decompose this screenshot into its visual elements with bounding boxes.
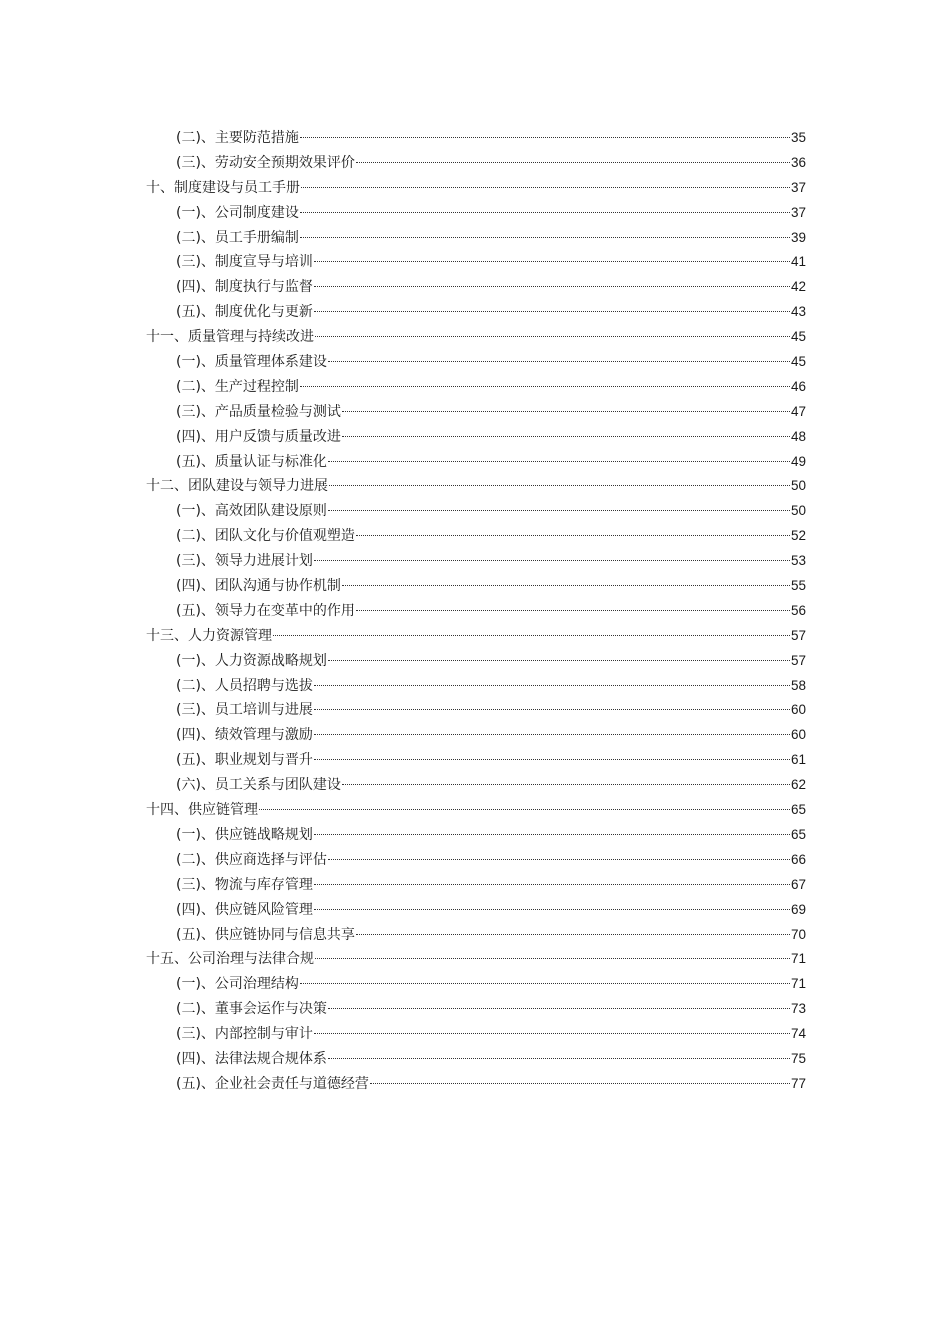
toc-page-number: 42	[790, 279, 806, 295]
dot-leader	[300, 212, 790, 213]
dot-leader	[370, 1083, 790, 1084]
dot-leader	[314, 909, 790, 910]
toc-section-entry[interactable]	[146, 723, 806, 748]
dot-leader	[259, 809, 790, 810]
toc-entry-title: (一)、公司治理结构	[176, 976, 299, 993]
toc-chapter-entry[interactable]	[146, 474, 806, 499]
toc-entry-title: 十四、供应链管理	[146, 802, 258, 819]
dot-leader	[314, 560, 790, 561]
toc-page-number: 60	[790, 702, 806, 718]
toc-section-entry[interactable]	[146, 698, 806, 723]
dot-leader	[356, 535, 790, 536]
toc-entry-title: (五)、供应链协同与信息共享	[176, 926, 355, 943]
toc-section-entry[interactable]	[146, 275, 806, 300]
toc-entry-title: 十二、团队建设与领导力进展	[146, 478, 328, 495]
toc-entry-title: (二)、团队文化与价值观塑造	[176, 528, 355, 545]
toc-entry-title: (三)、产品质量检验与测试	[176, 403, 341, 420]
toc-section-entry[interactable]	[146, 375, 806, 400]
toc-section-entry[interactable]	[146, 524, 806, 549]
toc-page-number: 74	[790, 1026, 806, 1042]
toc-page-number: 41	[790, 254, 806, 270]
dot-leader	[300, 137, 790, 138]
toc-section-entry[interactable]	[146, 823, 806, 848]
toc-entry-title: (二)、人员招聘与选拔	[176, 677, 313, 694]
toc-section-entry[interactable]	[146, 997, 806, 1022]
toc-section-entry[interactable]	[146, 425, 806, 450]
toc-entry-title: (四)、制度执行与监督	[176, 279, 313, 296]
toc-section-entry[interactable]	[146, 1047, 806, 1072]
toc-page-number: 50	[790, 478, 806, 494]
toc-entry-title: (一)、人力资源战略规划	[176, 652, 327, 669]
dot-leader	[328, 1008, 790, 1009]
toc-section-entry[interactable]	[146, 450, 806, 475]
table-of-contents	[146, 126, 806, 1097]
dot-leader	[314, 834, 790, 835]
toc-entry-title: (二)、供应商选择与评估	[176, 851, 327, 868]
toc-page-number: 66	[790, 851, 806, 867]
toc-page-number: 45	[790, 354, 806, 370]
dot-leader	[328, 461, 790, 462]
toc-page-number: 70	[790, 926, 806, 942]
toc-page-number: 53	[790, 553, 806, 569]
toc-entry-title: (一)、供应链战略规划	[176, 826, 313, 843]
dot-leader	[315, 958, 790, 959]
toc-page-number: 73	[790, 1001, 806, 1017]
toc-page-number: 75	[790, 1050, 806, 1066]
toc-page-number: 62	[790, 777, 806, 793]
toc-entry-title: (五)、领导力在变革中的作用	[176, 602, 355, 619]
dot-leader	[314, 734, 790, 735]
toc-entry-title: (五)、职业规划与晋升	[176, 752, 313, 769]
toc-chapter-entry[interactable]	[146, 624, 806, 649]
toc-page-number: 52	[790, 528, 806, 544]
dot-leader	[314, 286, 790, 287]
toc-entry-title: (六)、员工关系与团队建设	[176, 777, 341, 794]
toc-entry-title: (五)、质量认证与标准化	[176, 453, 327, 470]
toc-section-entry[interactable]	[146, 151, 806, 176]
dot-leader	[300, 983, 790, 984]
toc-page-number: 65	[790, 802, 806, 818]
toc-page-number: 60	[790, 727, 806, 743]
toc-page-number: 47	[790, 403, 806, 419]
dot-leader	[329, 485, 790, 486]
dot-leader	[315, 336, 790, 337]
toc-page-number: 69	[790, 901, 806, 917]
toc-entry-title: (二)、生产过程控制	[176, 378, 299, 395]
toc-entry-title: 十三、人力资源管理	[146, 627, 272, 644]
dot-leader	[314, 685, 790, 686]
toc-section-entry[interactable]	[146, 923, 806, 948]
dot-leader	[328, 859, 790, 860]
dot-leader	[356, 934, 790, 935]
dot-leader	[314, 311, 790, 312]
dot-leader	[342, 436, 790, 437]
toc-page-number: 58	[790, 677, 806, 693]
toc-entry-title: (三)、物流与库存管理	[176, 876, 313, 893]
toc-section-entry[interactable]	[146, 748, 806, 773]
toc-chapter-entry[interactable]	[146, 798, 806, 823]
dot-leader	[273, 635, 790, 636]
dot-leader	[300, 386, 790, 387]
toc-page-number: 37	[790, 179, 806, 195]
toc-page-number: 55	[790, 578, 806, 594]
toc-section-entry[interactable]	[146, 599, 806, 624]
toc-entry-title: (四)、法律法规合规体系	[176, 1050, 327, 1067]
toc-entry-title: (二)、主要防范措施	[176, 130, 299, 146]
toc-page-number: 56	[790, 602, 806, 618]
toc-entry-title: (三)、员工培训与进展	[176, 702, 313, 719]
dot-leader	[356, 610, 790, 611]
toc-entry-title: (四)、绩效管理与激励	[176, 727, 313, 744]
toc-entry-title: (三)、劳动安全预期效果评价	[176, 154, 355, 171]
dot-leader	[328, 361, 790, 362]
toc-entry-title: (四)、供应链风险管理	[176, 901, 313, 918]
toc-entry-title: (二)、员工手册编制	[176, 229, 299, 246]
toc-page-number: 67	[790, 876, 806, 892]
toc-section-entry[interactable]	[146, 350, 806, 375]
toc-section-entry[interactable]	[146, 400, 806, 425]
toc-entry-title: (一)、公司制度建设	[176, 204, 299, 221]
toc-page-number: 61	[790, 752, 806, 768]
toc-page-number: 57	[790, 652, 806, 668]
toc-page-number: 43	[790, 304, 806, 320]
toc-page-number: 77	[790, 1075, 806, 1091]
toc-entry-title: 十、制度建设与员工手册	[146, 179, 300, 196]
toc-section-entry[interactable]	[146, 898, 806, 923]
toc-page-number: 48	[790, 428, 806, 444]
dot-leader	[356, 162, 790, 163]
dot-leader	[328, 1058, 790, 1059]
dot-leader	[314, 884, 790, 885]
toc-chapter-entry[interactable]	[146, 176, 806, 201]
toc-entry-title: (三)、制度宣导与培训	[176, 254, 313, 271]
dot-leader	[342, 585, 790, 586]
toc-section-entry[interactable]	[146, 848, 806, 873]
dot-leader	[328, 660, 790, 661]
toc-section-entry[interactable]	[146, 674, 806, 699]
toc-page-number: 57	[790, 627, 806, 643]
dot-leader	[328, 510, 790, 511]
toc-page-number: 49	[790, 453, 806, 469]
toc-entry-title: (二)、董事会运作与决策	[176, 1001, 327, 1018]
toc-section-entry[interactable]	[146, 226, 806, 251]
toc-section-entry[interactable]	[146, 201, 806, 226]
toc-chapter-entry[interactable]	[146, 947, 806, 972]
toc-page-number: 71	[790, 951, 806, 967]
toc-entry-title: (四)、用户反馈与质量改进	[176, 428, 341, 445]
toc-section-entry[interactable]	[146, 549, 806, 574]
toc-page-number: 71	[790, 976, 806, 992]
toc-entry-title: (五)、制度优化与更新	[176, 304, 313, 321]
toc-page-number: 45	[790, 329, 806, 345]
dot-leader	[300, 237, 790, 238]
toc-entry-title: 十五、公司治理与法律合规	[146, 951, 314, 968]
toc-page-number: 36	[790, 154, 806, 170]
toc-section-entry[interactable]	[146, 300, 806, 325]
toc-page-number: 50	[790, 503, 806, 519]
toc-page-number: 65	[790, 826, 806, 842]
toc-section-entry[interactable]	[146, 250, 806, 275]
dot-leader	[314, 261, 790, 262]
dot-leader	[314, 1033, 790, 1034]
dot-leader	[301, 187, 790, 188]
toc-chapter-entry[interactable]	[146, 325, 806, 350]
toc-entry-title: 十一、质量管理与持续改进	[146, 329, 314, 346]
toc-page-number: 35	[790, 130, 806, 145]
toc-section-entry[interactable]	[146, 972, 806, 997]
toc-entry-title: (一)、质量管理体系建设	[176, 354, 327, 371]
toc-entry-title: (一)、高效团队建设原则	[176, 503, 327, 520]
toc-entry-title: (四)、团队沟通与协作机制	[176, 578, 341, 595]
toc-page-number: 39	[790, 229, 806, 245]
toc-section-entry[interactable]	[146, 1072, 806, 1097]
toc-page-number: 37	[790, 204, 806, 220]
toc-section-entry[interactable]	[146, 126, 806, 151]
dot-leader	[314, 709, 790, 710]
toc-section-entry[interactable]	[146, 1022, 806, 1047]
dot-leader	[342, 784, 790, 785]
dot-leader	[314, 759, 790, 760]
toc-entry-title: (三)、内部控制与审计	[176, 1026, 313, 1043]
toc-section-entry[interactable]	[146, 773, 806, 798]
toc-section-entry[interactable]	[146, 873, 806, 898]
dot-leader	[342, 411, 790, 412]
toc-section-entry[interactable]	[146, 574, 806, 599]
toc-entry-title: (三)、领导力进展计划	[176, 553, 313, 570]
toc-entry-title: (五)、企业社会责任与道德经营	[176, 1075, 369, 1092]
toc-section-entry[interactable]	[146, 649, 806, 674]
toc-section-entry[interactable]	[146, 499, 806, 524]
toc-page-number: 46	[790, 378, 806, 394]
